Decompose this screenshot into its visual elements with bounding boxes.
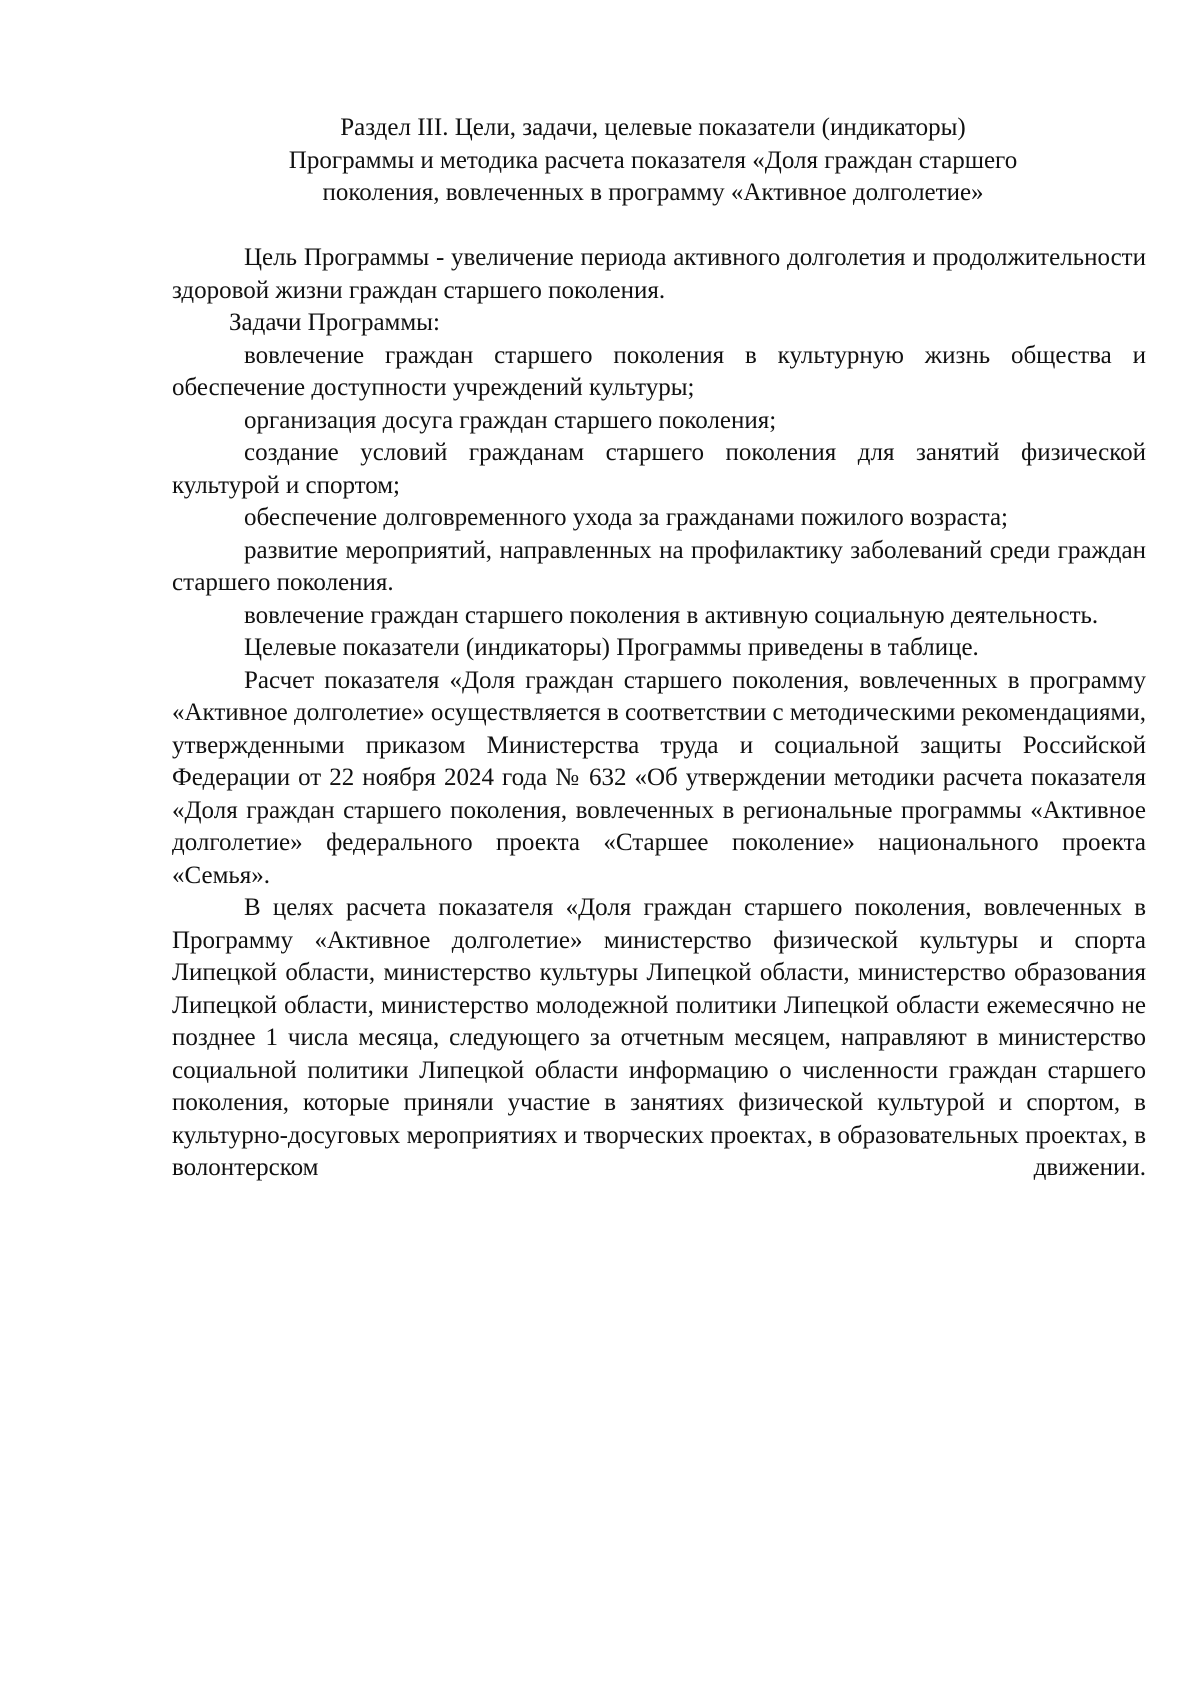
- section-heading: [160, 112, 1146, 210]
- task-item: создание условий гражданам старшего поколения для занятий физической культурой и спортом;: [172, 439, 1146, 499]
- section-heading-line-3: поколения, вовлеченных в программу «Активное долголетие»: [322, 179, 984, 206]
- indicators-note: Целевые показатели (индикаторы) Программы приведены в таблице.: [244, 634, 979, 661]
- calculation-paragraph: Расчет показателя «Доля граждан старшего поколения, вовлеченных в программу «Активное долголетие» осуществляется в соответствии с методическими рекомендациями, утвержденными приказом Министерства труда и социальной защиты Российской Федерации от 22 ноября 2024 года № 632 «Об утверждении методики расчета показателя «Доля граждан старшего поколения, вовлеченных в региональные программы «Активное долголетие» федерального проекта «Старшее поколение» национального проекта «Семья».: [172, 666, 1146, 889]
- task-item: вовлечение граждан старшего поколения в культурную жизнь общества и обеспечение доступности учреждений культуры;: [172, 341, 1146, 401]
- task-item: развитие мероприятий, направленных на профилактику заболеваний среди граждан старшего поколения.: [172, 536, 1146, 596]
- goal-paragraph: Цель Программы - увеличение периода активного долголетия и продолжительности здоровой жизни граждан старшего поколения.: [172, 244, 1146, 304]
- section-heading-line-2: Программы и методика расчета показателя «Доля граждан старшего: [288, 146, 1018, 174]
- task-item: обеспечение долговременного ухода за гражданами пожилого возраста;: [244, 504, 1009, 531]
- task-item: вовлечение граждан старшего поколения в активную социальную деятельность.: [244, 601, 1099, 629]
- section-heading-line-1: Раздел III. Цели, задачи, целевые показатели (индикаторы): [340, 114, 966, 141]
- tasks-heading: Задачи Программы:: [229, 309, 440, 336]
- reporting-paragraph: В целях расчета показателя «Доля граждан старшего поколения, вовлеченных в Программу «Активное долголетие» министерство физической культуры и спорта Липецкой области, министерство культуры Липецкой области, министерство образования Липецкой области, министерство молодежной политики Липецкой области ежемесячно не позднее 1 числа месяца, следующего за отчетным месяцем, направляют в министерство социальной политики Липецкой области информацию о численности граждан старшего поколения, которые приняли участие в занятиях физической культурой и спортом, в культурно-досуговых мероприятиях и творческих проектах, в образовательных проектах, в волонтерском движении.: [172, 894, 1146, 1181]
- task-item: организация досуга граждан старшего поколения;: [244, 406, 777, 434]
- document-body: [172, 242, 1146, 1185]
